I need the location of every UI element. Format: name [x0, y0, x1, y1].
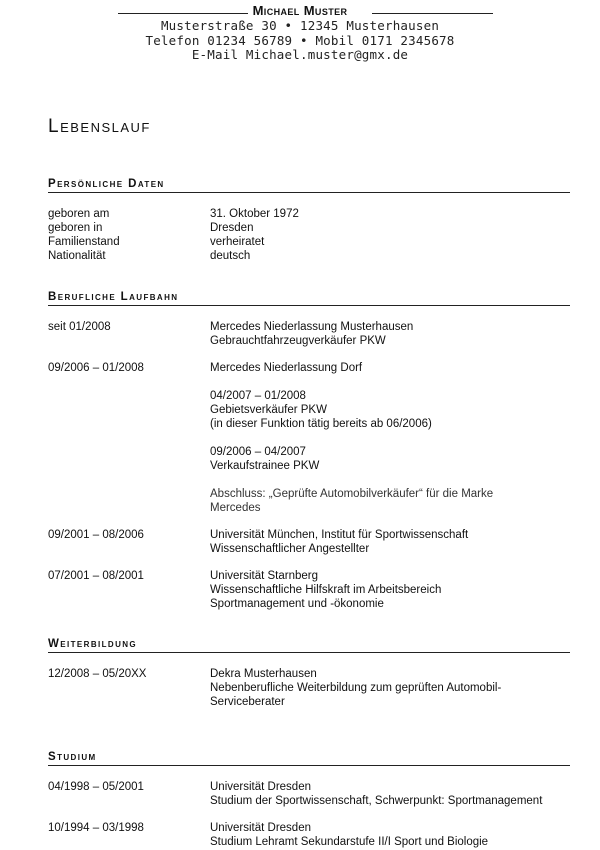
note-line: Abschluss: „Geprüfte Automobilverkäufer“ für die Marke [210, 488, 494, 500]
entry-date: 07/2001 – 08/2001 [48, 570, 144, 582]
entry-position: Wissenschaftlicher Angestellter [210, 543, 370, 555]
entry-institution: Dekra Musterhausen [210, 668, 317, 680]
note-line: Mercedes [210, 502, 261, 514]
study-entry [48, 821, 570, 849]
career-entry [48, 528, 570, 556]
section-heading: Berufliche Laufbahn [48, 291, 570, 306]
phone-numbers: Telefon 01234 56789 • Mobil 0171 2345678 [145, 32, 455, 48]
entry-date: seit 01/2008 [48, 321, 111, 333]
career-entry [48, 569, 570, 611]
sub-date: 04/2007 – 01/2008 [210, 390, 306, 402]
sub-note: (in dieser Funktion tätig bereits ab 06/2006) [210, 418, 432, 430]
name-row [0, 3, 600, 19]
address: Musterstraße 30 • 12345 Musterhausen [160, 18, 440, 33]
entry-employer: Mercedes Niederlassung Dorf [210, 362, 363, 374]
section-personal-data [48, 178, 570, 263]
entry-employer: Universität München, Institut für Sportwissenschaft [210, 529, 469, 541]
entry-employer: Mercedes Niederlassung Musterhausen [210, 321, 414, 333]
sub-position [210, 445, 570, 473]
qualification-note [210, 487, 570, 515]
section-training [48, 638, 570, 709]
row-value: Dresden [210, 222, 254, 234]
row-label: Familienstand [48, 236, 120, 248]
career-entry [48, 361, 570, 515]
entry-description: Studium Lehramt Sekundarstufe II/I Sport und Biologie [210, 836, 489, 848]
data-row [48, 207, 570, 221]
section-study [48, 751, 570, 849]
entry-date: 12/2008 – 05/20XX [48, 668, 147, 680]
section-career [48, 291, 570, 611]
data-row [48, 221, 570, 235]
data-row [48, 249, 570, 263]
entry-date: 09/2006 – 01/2008 [48, 362, 144, 374]
sub-position [210, 389, 570, 431]
row-value: verheiratet [210, 236, 265, 248]
section-heading: Studium [48, 751, 570, 766]
entry-description: Nebenberufliche Weiterbildung zum geprüften Automobil- [210, 682, 502, 694]
study-entry [48, 780, 570, 808]
row-value: deutsch [210, 250, 251, 262]
document-title: Lebenslauf [48, 116, 151, 137]
name-rule-right [372, 13, 493, 14]
entry-date: 10/1994 – 03/1998 [48, 822, 144, 834]
career-entry [48, 320, 570, 348]
training-entry [48, 667, 570, 709]
row-label: geboren am [48, 208, 110, 220]
section-heading: Persönliche Daten [48, 178, 570, 193]
row-label: Nationalität [48, 250, 106, 262]
email-address: E-Mail Michael.muster@gmx.de [191, 47, 409, 62]
sub-title: Verkaufstrainee PKW [210, 460, 320, 472]
entry-description: Studium der Sportwissenschaft, Schwerpunkt: Sportmanagement [210, 795, 543, 807]
entry-employer: Universität Starnberg [210, 570, 319, 582]
entry-institution: Universität Dresden [210, 822, 311, 834]
entry-date: 09/2001 – 08/2006 [48, 529, 144, 541]
data-row [48, 235, 570, 249]
entry-date: 04/1998 – 05/2001 [48, 781, 144, 793]
sub-date: 09/2006 – 04/2007 [210, 446, 306, 458]
row-label: geboren in [48, 222, 103, 234]
sub-title: Gebietsverkäufer PKW [210, 404, 327, 416]
entry-position: Wissenschaftliche Hilfskraft im Arbeitsbereich [210, 584, 442, 596]
cv-header [0, 0, 600, 63]
applicant-name: Michael Muster [252, 3, 348, 18]
entry-position: Gebrauchtfahrzeugverkäufer PKW [210, 335, 386, 347]
section-heading: Weiterbildung [48, 638, 570, 653]
entry-description: Serviceberater [210, 696, 285, 708]
entry-position-detail: Sportmanagement und -ökonomie [210, 598, 384, 610]
row-value: 31. Oktober 1972 [210, 208, 299, 220]
entry-institution: Universität Dresden [210, 781, 311, 793]
